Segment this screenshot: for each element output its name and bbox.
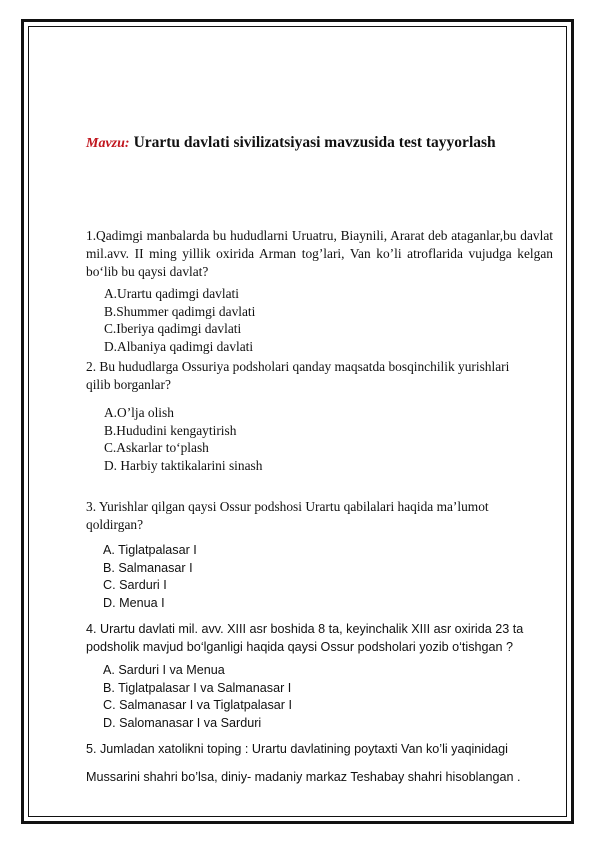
question-3-text: 3. Yurishlar qilgan qaysi Ossur podshosi Urartu qabilalari haqida ma’lumot qoldirgan? [86, 499, 489, 532]
question-4-options [103, 662, 292, 732]
question-3-option-d: D. Menua I [103, 595, 165, 610]
question-3-option-b: B. Salmanasar I [103, 560, 193, 575]
question-4-option-d: D. Salomanasar I va Sarduri [103, 715, 262, 730]
question-3-option-c: C. Sarduri I [103, 578, 167, 592]
question-2-options [104, 404, 262, 474]
question-4-option-b: B. Tiglatpalasar I va Salmanasar I [103, 680, 292, 695]
topic-title: Urartu davlati sivilizatsiyasi mavzusida test tayyorlash [133, 134, 496, 151]
question-2-option-d: D. Harbiy taktikalarini sinash [104, 457, 263, 473]
question-3-options [103, 542, 197, 612]
question-2-option-b: B.Hududini kengaytirish [104, 422, 237, 438]
question-5-text-line-2: Mussarini shahri bo’lsa, diniy- madaniy markaz Teshabay shahri hisoblangan . [86, 770, 521, 784]
question-1-option-d: D.Albaniya qadimgi davlati [104, 338, 254, 354]
question-1-option-a: A.Urartu qadimgi davlati [104, 286, 239, 301]
question-2-option-a: A.O’lja olish [104, 405, 174, 420]
question-2-text: 2. Bu hududlarga Ossuriya podsholari qanday maqsatda bosqinchilik yurishlari qilib borganlar? [86, 359, 510, 392]
question-1-option-c: C.Iberiya qadimgi davlati [104, 321, 242, 336]
topic-label: Mavzu: [86, 136, 130, 151]
question-2-option-c: C.Askarlar to‘plash [104, 440, 209, 455]
question-5-text-line-1: 5. Jumladan xatolikni toping : Urartu davlatining poytaxti Van ko’li yaqinidagi [86, 742, 508, 756]
question-4-option-c: C. Salmanasar I va Tiglatpalasar I [103, 698, 292, 712]
topic-heading [86, 134, 556, 152]
question-4-text: 4. Urartu davlati mil. avv. XIII asr boshida 8 ta, keyinchalik XIII asr oxirida 23 ta podsholik mavjud bo‘lganligi haqida qaysi Ossur podsholari yozib o‘tishgan ? [86, 622, 524, 654]
question-1-text: 1.Qadimgi manbalarda bu hududlarni Uruatru, Biaynili, Ararat deb ataganlar,bu davlat mil.avv. II ming yillik oxirida Arman tog’lari, Van ko’li atroflarida vujudga kelgan bo‘lib bu qaysi davlat? [86, 228, 553, 279]
question-1-options [104, 285, 255, 355]
question-3-option-a: A. Tiglatpalasar I [103, 543, 197, 557]
question-1-option-b: B.Shummer qadimgi davlati [104, 303, 256, 319]
question-4-option-a: A. Sarduri I va Menua [103, 663, 225, 677]
